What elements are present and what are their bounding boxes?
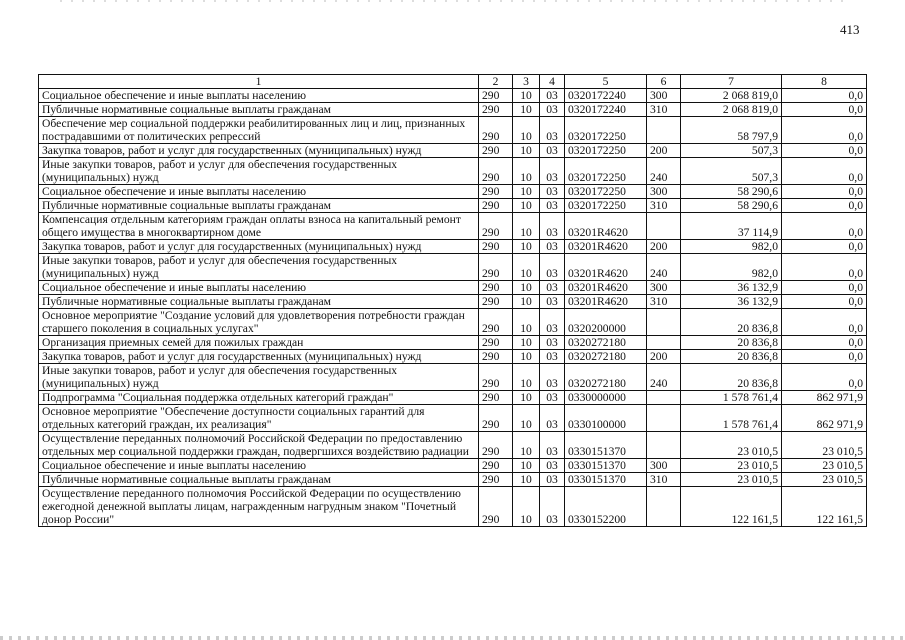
row-code-5-cell: 0330152200: [565, 487, 647, 527]
row-code-4-cell: 03: [540, 391, 565, 405]
row-code-4-cell: 03: [540, 213, 565, 240]
row-code-6-cell: 300: [647, 89, 681, 103]
table-row: [39, 281, 867, 295]
row-code-4-cell: 03: [540, 240, 565, 254]
row-amount-8-cell: 23 010,5: [782, 473, 867, 487]
row-code-3-cell: 10: [513, 295, 540, 309]
row-amount-7-cell: 20 836,8: [681, 336, 782, 350]
row-code-2-cell: 290: [479, 254, 513, 281]
header-col-6: 6: [647, 75, 681, 89]
row-code-5-cell: 03201R4620: [565, 295, 647, 309]
row-name-cell: Иные закупки товаров, работ и услуг для обеспечения государственных (муниципальных) нужд: [39, 254, 479, 281]
table-row: [39, 144, 867, 158]
row-code-3-cell: 10: [513, 391, 540, 405]
row-code-2-cell: 290: [479, 487, 513, 527]
row-amount-8-cell: 0,0: [782, 364, 867, 391]
row-code-6-cell: 300: [647, 185, 681, 199]
row-amount-8-cell: 23 010,5: [782, 432, 867, 459]
row-amount-8-cell: 23 010,5: [782, 459, 867, 473]
row-code-3-cell: 10: [513, 432, 540, 459]
row-amount-8-cell: 0,0: [782, 309, 867, 336]
row-amount-7-cell: 2 068 819,0: [681, 103, 782, 117]
row-code-3-cell: 10: [513, 117, 540, 144]
row-name-cell: Основное мероприятие "Создание условий для удовлетворения потребности граждан старшего поколения в социальных услугах": [39, 309, 479, 336]
row-amount-8-cell: 0,0: [782, 117, 867, 144]
row-code-6-cell: 240: [647, 254, 681, 281]
row-name-cell: Публичные нормативные социальные выплаты гражданам: [39, 473, 479, 487]
row-code-3-cell: 10: [513, 473, 540, 487]
table-row: [39, 254, 867, 281]
row-code-3-cell: 10: [513, 309, 540, 336]
row-amount-7-cell: 58 290,6: [681, 185, 782, 199]
row-code-5-cell: 0320272180: [565, 336, 647, 350]
row-amount-7-cell: 20 836,8: [681, 350, 782, 364]
table-row: [39, 405, 867, 432]
row-code-2-cell: 290: [479, 185, 513, 199]
row-code-3-cell: 10: [513, 487, 540, 527]
row-amount-8-cell: 0,0: [782, 185, 867, 199]
row-name-cell: Осуществление переданных полномочий Российской Федерации по предоставлению отдельных мер социальной поддержки граждан, подвергшихся воздействию радиации: [39, 432, 479, 459]
row-code-2-cell: 290: [479, 336, 513, 350]
row-amount-7-cell: 1 578 761,4: [681, 405, 782, 432]
row-code-4-cell: 03: [540, 487, 565, 527]
row-code-2-cell: 290: [479, 213, 513, 240]
page-number: 413: [840, 22, 860, 37]
row-amount-8-cell: 0,0: [782, 158, 867, 185]
row-code-5-cell: 0320172250: [565, 199, 647, 213]
row-code-3-cell: 10: [513, 144, 540, 158]
row-amount-7-cell: 37 114,9: [681, 213, 782, 240]
row-code-2-cell: 290: [479, 432, 513, 459]
row-code-2-cell: 290: [479, 295, 513, 309]
row-code-2-cell: 290: [479, 364, 513, 391]
row-code-2-cell: 290: [479, 199, 513, 213]
row-code-6-cell: 240: [647, 364, 681, 391]
row-code-5-cell: 0320172250: [565, 185, 647, 199]
row-code-4-cell: 03: [540, 158, 565, 185]
row-code-3-cell: 10: [513, 364, 540, 391]
row-amount-7-cell: 507,3: [681, 144, 782, 158]
row-name-cell: Иные закупки товаров, работ и услуг для обеспечения государственных (муниципальных) нужд: [39, 158, 479, 185]
row-code-5-cell: 0320172240: [565, 89, 647, 103]
row-amount-7-cell: 982,0: [681, 254, 782, 281]
row-code-6-cell: [647, 117, 681, 144]
row-code-6-cell: 310: [647, 199, 681, 213]
row-amount-7-cell: 122 161,5: [681, 487, 782, 527]
row-code-6-cell: 300: [647, 281, 681, 295]
row-code-4-cell: 03: [540, 295, 565, 309]
row-code-2-cell: 290: [479, 350, 513, 364]
row-code-4-cell: 03: [540, 144, 565, 158]
row-code-3-cell: 10: [513, 199, 540, 213]
row-amount-7-cell: 20 836,8: [681, 364, 782, 391]
row-amount-7-cell: 982,0: [681, 240, 782, 254]
row-amount-8-cell: 0,0: [782, 254, 867, 281]
header-col-3: 3: [513, 75, 540, 89]
table-row: [39, 309, 867, 336]
row-amount-7-cell: 507,3: [681, 158, 782, 185]
row-code-2-cell: 290: [479, 103, 513, 117]
row-amount-8-cell: 0,0: [782, 103, 867, 117]
row-amount-8-cell: 0,0: [782, 281, 867, 295]
row-code-4-cell: 03: [540, 103, 565, 117]
row-code-3-cell: 10: [513, 405, 540, 432]
table-row: [39, 432, 867, 459]
row-code-4-cell: 03: [540, 281, 565, 295]
row-code-2-cell: 290: [479, 89, 513, 103]
row-code-5-cell: 0330100000: [565, 405, 647, 432]
row-name-cell: Закупка товаров, работ и услуг для государственных (муниципальных) нужд: [39, 240, 479, 254]
row-code-4-cell: 03: [540, 89, 565, 103]
table-row: [39, 213, 867, 240]
row-code-5-cell: 0330000000: [565, 391, 647, 405]
row-name-cell: Закупка товаров, работ и услуг для государственных (муниципальных) нужд: [39, 350, 479, 364]
row-code-4-cell: 03: [540, 185, 565, 199]
table-row: [39, 350, 867, 364]
row-amount-7-cell: 1 578 761,4: [681, 391, 782, 405]
row-code-6-cell: [647, 432, 681, 459]
row-name-cell: Социальное обеспечение и иные выплаты населению: [39, 459, 479, 473]
table-header-row: [39, 75, 867, 89]
row-code-4-cell: 03: [540, 405, 565, 432]
table-row: [39, 117, 867, 144]
row-code-5-cell: 0320200000: [565, 309, 647, 336]
row-code-6-cell: [647, 487, 681, 527]
row-amount-8-cell: 0,0: [782, 89, 867, 103]
row-amount-8-cell: 0,0: [782, 213, 867, 240]
row-code-5-cell: 03201R4620: [565, 240, 647, 254]
row-code-2-cell: 290: [479, 117, 513, 144]
table-row: [39, 391, 867, 405]
row-name-cell: Публичные нормативные социальные выплаты гражданам: [39, 199, 479, 213]
row-amount-7-cell: 58 290,6: [681, 199, 782, 213]
table-body: [39, 89, 867, 527]
row-code-6-cell: 310: [647, 473, 681, 487]
row-code-3-cell: 10: [513, 158, 540, 185]
row-code-5-cell: 0330151370: [565, 459, 647, 473]
row-code-3-cell: 10: [513, 89, 540, 103]
row-code-6-cell: [647, 336, 681, 350]
table-row: [39, 158, 867, 185]
row-code-4-cell: 03: [540, 336, 565, 350]
row-amount-7-cell: 23 010,5: [681, 459, 782, 473]
row-amount-7-cell: 58 797,9: [681, 117, 782, 144]
row-code-5-cell: 0330151370: [565, 432, 647, 459]
row-amount-8-cell: 862 971,9: [782, 391, 867, 405]
row-code-5-cell: 0320172250: [565, 144, 647, 158]
row-amount-8-cell: 0,0: [782, 336, 867, 350]
row-code-6-cell: 240: [647, 158, 681, 185]
row-code-4-cell: 03: [540, 364, 565, 391]
row-code-3-cell: 10: [513, 240, 540, 254]
header-col-4: 4: [540, 75, 565, 89]
row-amount-7-cell: 2 068 819,0: [681, 89, 782, 103]
row-code-4-cell: 03: [540, 199, 565, 213]
row-name-cell: Подпрограмма "Социальная поддержка отдельных категорий граждан": [39, 391, 479, 405]
row-amount-8-cell: 0,0: [782, 295, 867, 309]
row-code-4-cell: 03: [540, 432, 565, 459]
row-name-cell: Компенсация отдельным категориям граждан оплаты взноса на капитальный ремонт общего имущества в многоквартирном доме: [39, 213, 479, 240]
row-code-5-cell: 0320172250: [565, 158, 647, 185]
header-col-1: 1: [39, 75, 479, 89]
row-code-3-cell: 10: [513, 185, 540, 199]
row-code-4-cell: 03: [540, 350, 565, 364]
row-name-cell: Социальное обеспечение и иные выплаты населению: [39, 89, 479, 103]
scan-artifact-bottom: [0, 636, 905, 640]
row-code-5-cell: 0320272180: [565, 350, 647, 364]
row-code-3-cell: 10: [513, 459, 540, 473]
row-code-3-cell: 10: [513, 350, 540, 364]
row-name-cell: Основное мероприятие "Обеспечение доступности социальных гарантий для отдельных категорий граждан, их реализация": [39, 405, 479, 432]
row-amount-8-cell: 122 161,5: [782, 487, 867, 527]
table-row: [39, 103, 867, 117]
row-code-2-cell: 290: [479, 391, 513, 405]
table-row: [39, 295, 867, 309]
table-row: [39, 240, 867, 254]
row-code-6-cell: 200: [647, 144, 681, 158]
header-col-8: 8: [782, 75, 867, 89]
row-code-6-cell: 310: [647, 295, 681, 309]
row-code-3-cell: 10: [513, 103, 540, 117]
row-amount-7-cell: 23 010,5: [681, 473, 782, 487]
row-code-2-cell: 290: [479, 144, 513, 158]
table-row: [39, 199, 867, 213]
row-name-cell: Организация приемных семей для пожилых граждан: [39, 336, 479, 350]
row-code-6-cell: 310: [647, 103, 681, 117]
table-row: [39, 89, 867, 103]
row-code-3-cell: 10: [513, 213, 540, 240]
row-code-6-cell: [647, 405, 681, 432]
row-code-3-cell: 10: [513, 281, 540, 295]
row-code-6-cell: 300: [647, 459, 681, 473]
row-name-cell: Социальное обеспечение и иные выплаты населению: [39, 281, 479, 295]
row-code-5-cell: 0320172240: [565, 103, 647, 117]
row-code-6-cell: 200: [647, 350, 681, 364]
row-code-4-cell: 03: [540, 459, 565, 473]
row-code-4-cell: 03: [540, 309, 565, 336]
row-code-2-cell: 290: [479, 405, 513, 432]
header-col-5: 5: [565, 75, 647, 89]
scan-artifact-top: [60, 0, 845, 2]
row-code-2-cell: 290: [479, 309, 513, 336]
row-code-5-cell: 03201R4620: [565, 213, 647, 240]
row-name-cell: Публичные нормативные социальные выплаты гражданам: [39, 295, 479, 309]
row-code-4-cell: 03: [540, 117, 565, 144]
row-code-5-cell: 03201R4620: [565, 254, 647, 281]
row-code-3-cell: 10: [513, 254, 540, 281]
row-code-2-cell: 290: [479, 459, 513, 473]
row-code-2-cell: 290: [479, 240, 513, 254]
row-code-6-cell: [647, 391, 681, 405]
row-name-cell: Обеспечение мер социальной поддержки реабилитированных лиц и лиц, признанных пострадавшими от политических репрессий: [39, 117, 479, 144]
table-row: [39, 473, 867, 487]
header-col-7: 7: [681, 75, 782, 89]
row-code-6-cell: 200: [647, 240, 681, 254]
row-amount-8-cell: 0,0: [782, 240, 867, 254]
row-code-4-cell: 03: [540, 473, 565, 487]
table-row: [39, 487, 867, 527]
header-col-2: 2: [479, 75, 513, 89]
table-row: [39, 336, 867, 350]
row-name-cell: Публичные нормативные социальные выплаты гражданам: [39, 103, 479, 117]
row-name-cell: Осуществление переданного полномочия Российской Федерации по осуществлению ежегодной денежной выплаты лицам, награжденным нагрудным знаком "Почетный донор России": [39, 487, 479, 527]
row-amount-7-cell: 36 132,9: [681, 295, 782, 309]
row-code-5-cell: 0330151370: [565, 473, 647, 487]
row-code-2-cell: 290: [479, 281, 513, 295]
row-amount-7-cell: 23 010,5: [681, 432, 782, 459]
table-row: [39, 185, 867, 199]
row-code-2-cell: 290: [479, 158, 513, 185]
row-code-4-cell: 03: [540, 254, 565, 281]
table-row: [39, 459, 867, 473]
row-amount-8-cell: 862 971,9: [782, 405, 867, 432]
table-row: [39, 364, 867, 391]
row-name-cell: Закупка товаров, работ и услуг для государственных (муниципальных) нужд: [39, 144, 479, 158]
row-code-6-cell: [647, 309, 681, 336]
row-code-5-cell: 0320272180: [565, 364, 647, 391]
row-code-6-cell: [647, 213, 681, 240]
row-amount-8-cell: 0,0: [782, 199, 867, 213]
budget-table: [38, 74, 867, 527]
row-amount-8-cell: 0,0: [782, 144, 867, 158]
row-amount-7-cell: 20 836,8: [681, 309, 782, 336]
row-code-5-cell: 03201R4620: [565, 281, 647, 295]
row-code-3-cell: 10: [513, 336, 540, 350]
row-code-5-cell: 0320172250: [565, 117, 647, 144]
row-code-2-cell: 290: [479, 473, 513, 487]
row-name-cell: Социальное обеспечение и иные выплаты населению: [39, 185, 479, 199]
row-amount-8-cell: 0,0: [782, 350, 867, 364]
row-amount-7-cell: 36 132,9: [681, 281, 782, 295]
row-name-cell: Иные закупки товаров, работ и услуг для обеспечения государственных (муниципальных) нужд: [39, 364, 479, 391]
